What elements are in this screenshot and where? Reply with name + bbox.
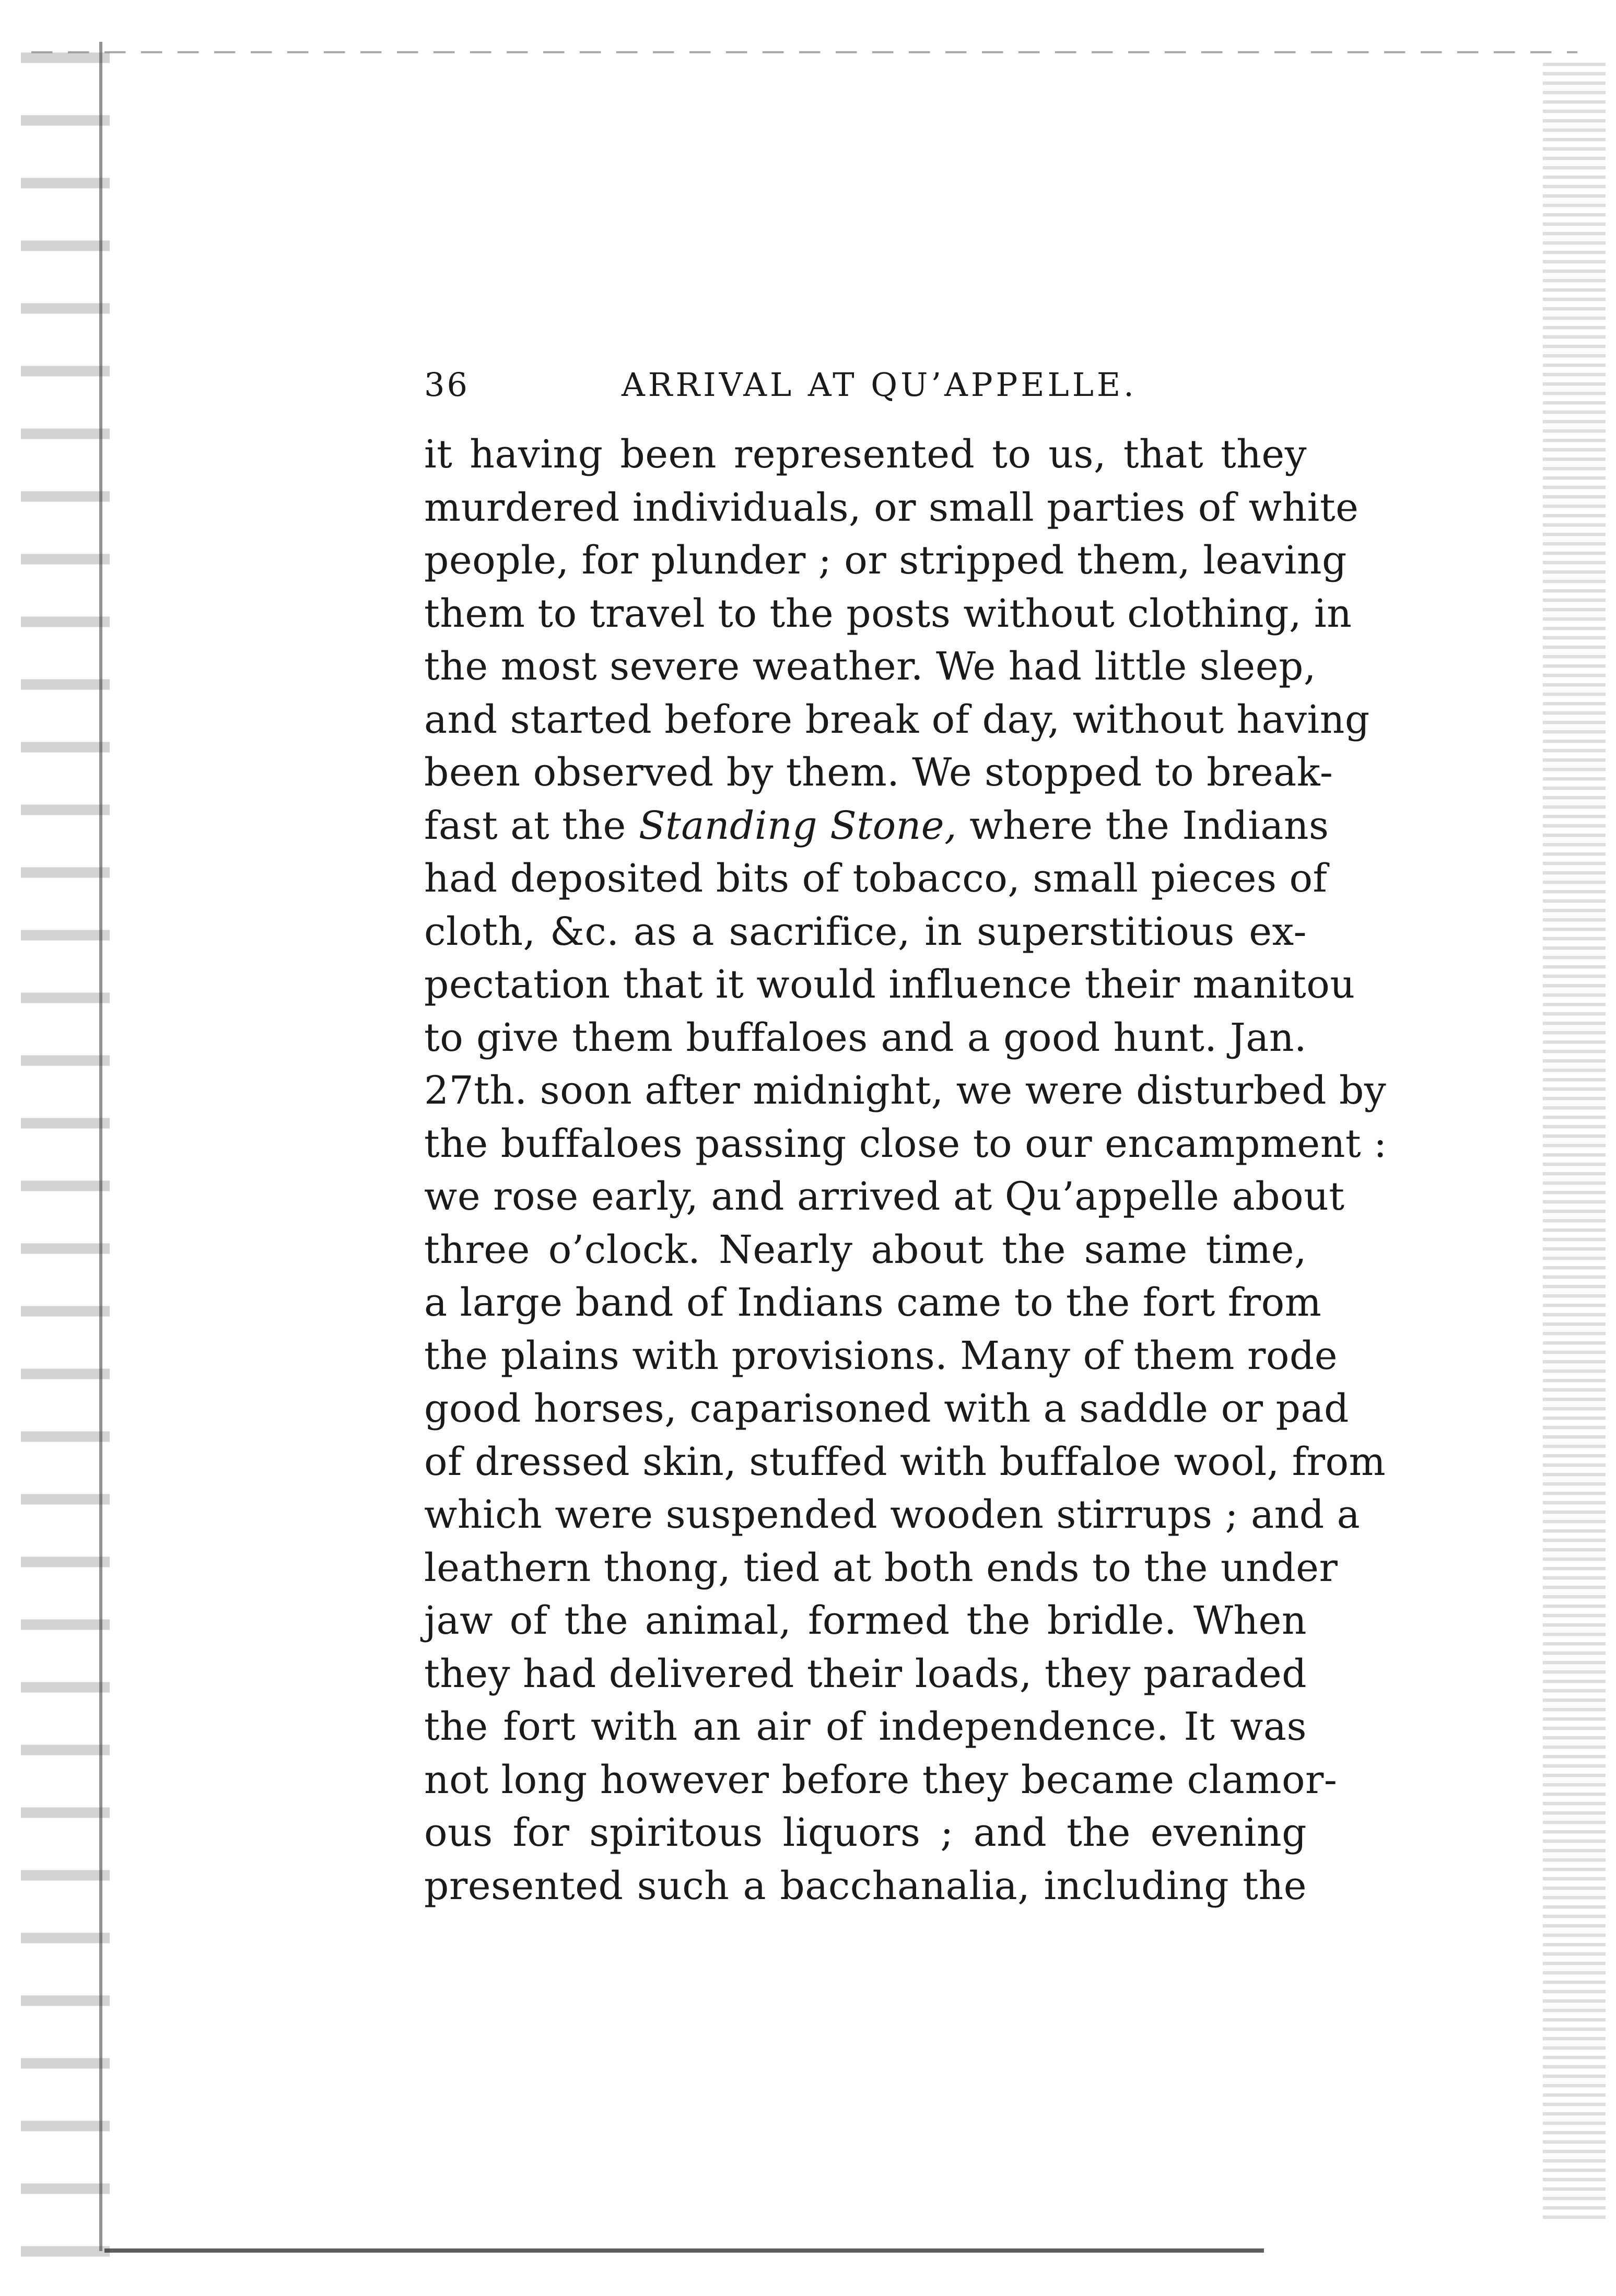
text-line: them to travel to the posts without clothing, in: [424, 591, 1352, 636]
text-line: jaw of the animal, formed the bridle. When: [424, 1598, 1307, 1643]
text-line: leathern thong, tied at both ends to the under: [424, 1545, 1338, 1590]
text-line: the plains with provisions. Many of them rode: [424, 1333, 1338, 1378]
text-line-with-italic: fast at the Standing Stone, where the Indians: [424, 803, 1329, 848]
text-line: had deposited bits of tobacco, small pieces of: [424, 856, 1328, 901]
text-line: the fort with an air of independence. It was: [424, 1704, 1307, 1749]
text-line: ous for spiritous liquors ; and the evening: [424, 1810, 1307, 1855]
text-line: cloth, &c. as a sacrifice, in superstitious ex-: [424, 909, 1307, 954]
scan-page-edge-right: [1543, 63, 1606, 2225]
text-line: the most severe weather. We had little sleep,: [424, 644, 1316, 689]
scan-top-edge: [31, 51, 1577, 53]
scan-binding-shadow-left: [21, 31, 110, 2277]
text-line: three o’clock. Nearly about the same time,: [424, 1227, 1307, 1272]
text-line: to give them buffaloes and a good hunt. Jan.: [424, 1015, 1307, 1060]
text-line: they had delivered their loads, they paraded: [424, 1651, 1307, 1696]
text-line: which were suspended wooden stirrups ; and a: [424, 1492, 1361, 1537]
body-text: [424, 428, 1387, 1913]
text-line: a large band of Indians came to the fort from: [424, 1280, 1322, 1325]
scan-binding-edge-left: [99, 42, 102, 2251]
text-line: pectation that it would influence their manitou: [424, 962, 1355, 1007]
scan-bottom-edge: [104, 2248, 1264, 2253]
running-head: [424, 366, 1312, 413]
text-line: been observed by them. We stopped to break-: [424, 750, 1333, 795]
text-line: we rose early, and arrived at Qu’appelle about: [424, 1174, 1345, 1219]
text-line: it having been represented to us, that they: [424, 432, 1307, 477]
italic-place-name: Standing Stone,: [638, 803, 957, 848]
page-number: 36: [424, 366, 470, 404]
text-line: people, for plunder ; or stripped them, leaving: [424, 538, 1347, 583]
text-line: murdered individuals, or small parties of white: [424, 485, 1359, 530]
running-title: ARRIVAL AT QU’APPELLE.: [622, 366, 1137, 404]
text-line: presented such a bacchanalia, including the: [424, 1863, 1307, 1908]
text-line: and started before break of day, without having: [424, 697, 1370, 742]
text-line: not long however before they became clamor-: [424, 1757, 1338, 1802]
text-line: of dressed skin, stuffed with buffaloe wool, from: [424, 1439, 1386, 1484]
text-line: 27th. soon after midnight, we were disturbed by: [424, 1068, 1387, 1113]
text-line: good horses, caparisoned with a saddle or pad: [424, 1386, 1349, 1431]
text-line: the buffaloes passing close to our encampment :: [424, 1121, 1387, 1166]
